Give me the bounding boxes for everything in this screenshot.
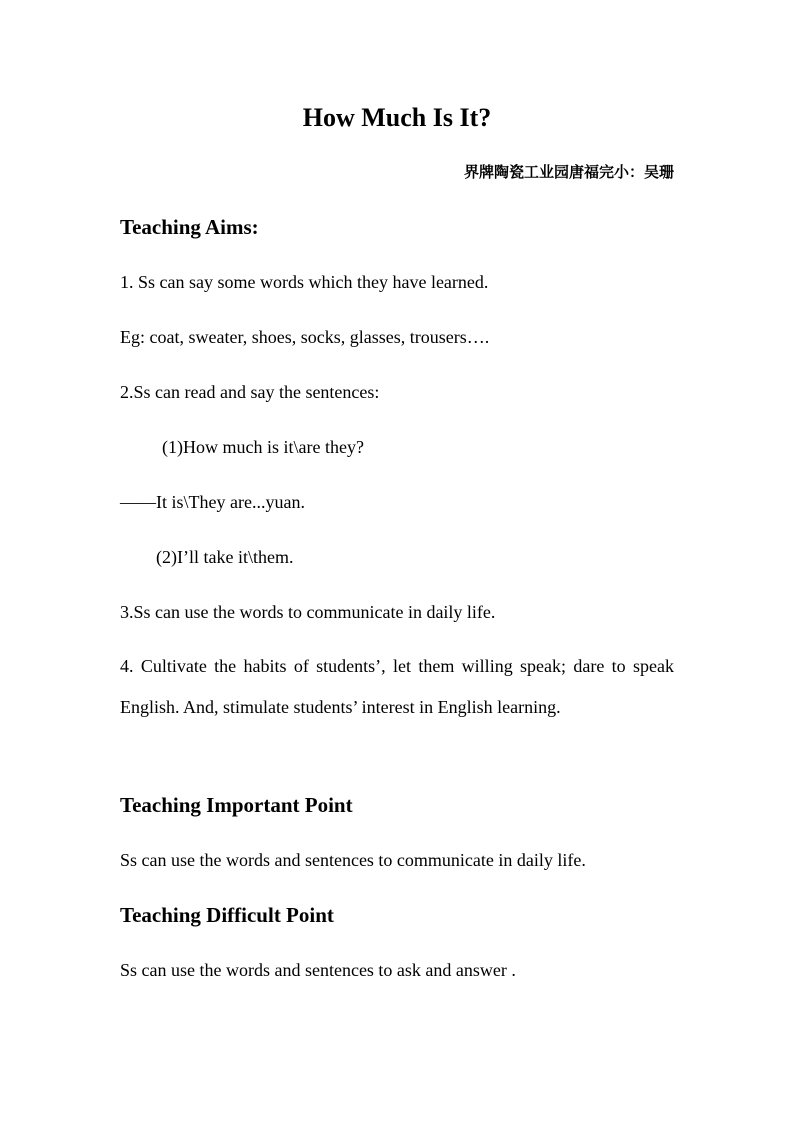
aim-2-answer-1: ——It is\They are...yuan.	[120, 492, 305, 512]
important-point-text: Ss can use the words and sentences to communicate in daily life.	[120, 850, 586, 870]
aim-3: 3.Ss can use the words to communicate in daily life.	[120, 602, 496, 622]
aim-2: 2.Ss can read and say the sentences:	[120, 382, 380, 402]
heading-difficult-point: Teaching Difficult Point	[120, 903, 334, 927]
heading-important-point: Teaching Important Point	[120, 793, 353, 817]
aim-1: 1. Ss can say some words which they have learned.	[120, 272, 489, 292]
heading-teaching-aims: Teaching Aims:	[120, 215, 259, 239]
aim-4: 4. Cultivate the habits of students’, let them willing speak; dare to speak English. And, stimulate students’ interest in English learning.	[120, 656, 674, 717]
aim-1-example: Eg: coat, sweater, shoes, socks, glasses, trousers….	[120, 327, 490, 347]
difficult-point-text: Ss can use the words and sentences to ask and answer .	[120, 960, 516, 980]
aim-2-sentence-2: (2)I’ll take it\them.	[156, 547, 294, 567]
document-title: How Much Is It?	[302, 103, 492, 132]
aim-2-sentence-1: (1)How much is it\are they?	[162, 437, 364, 457]
author-line: 界牌陶瓷工业园唐福完小：吴珊	[463, 163, 674, 181]
